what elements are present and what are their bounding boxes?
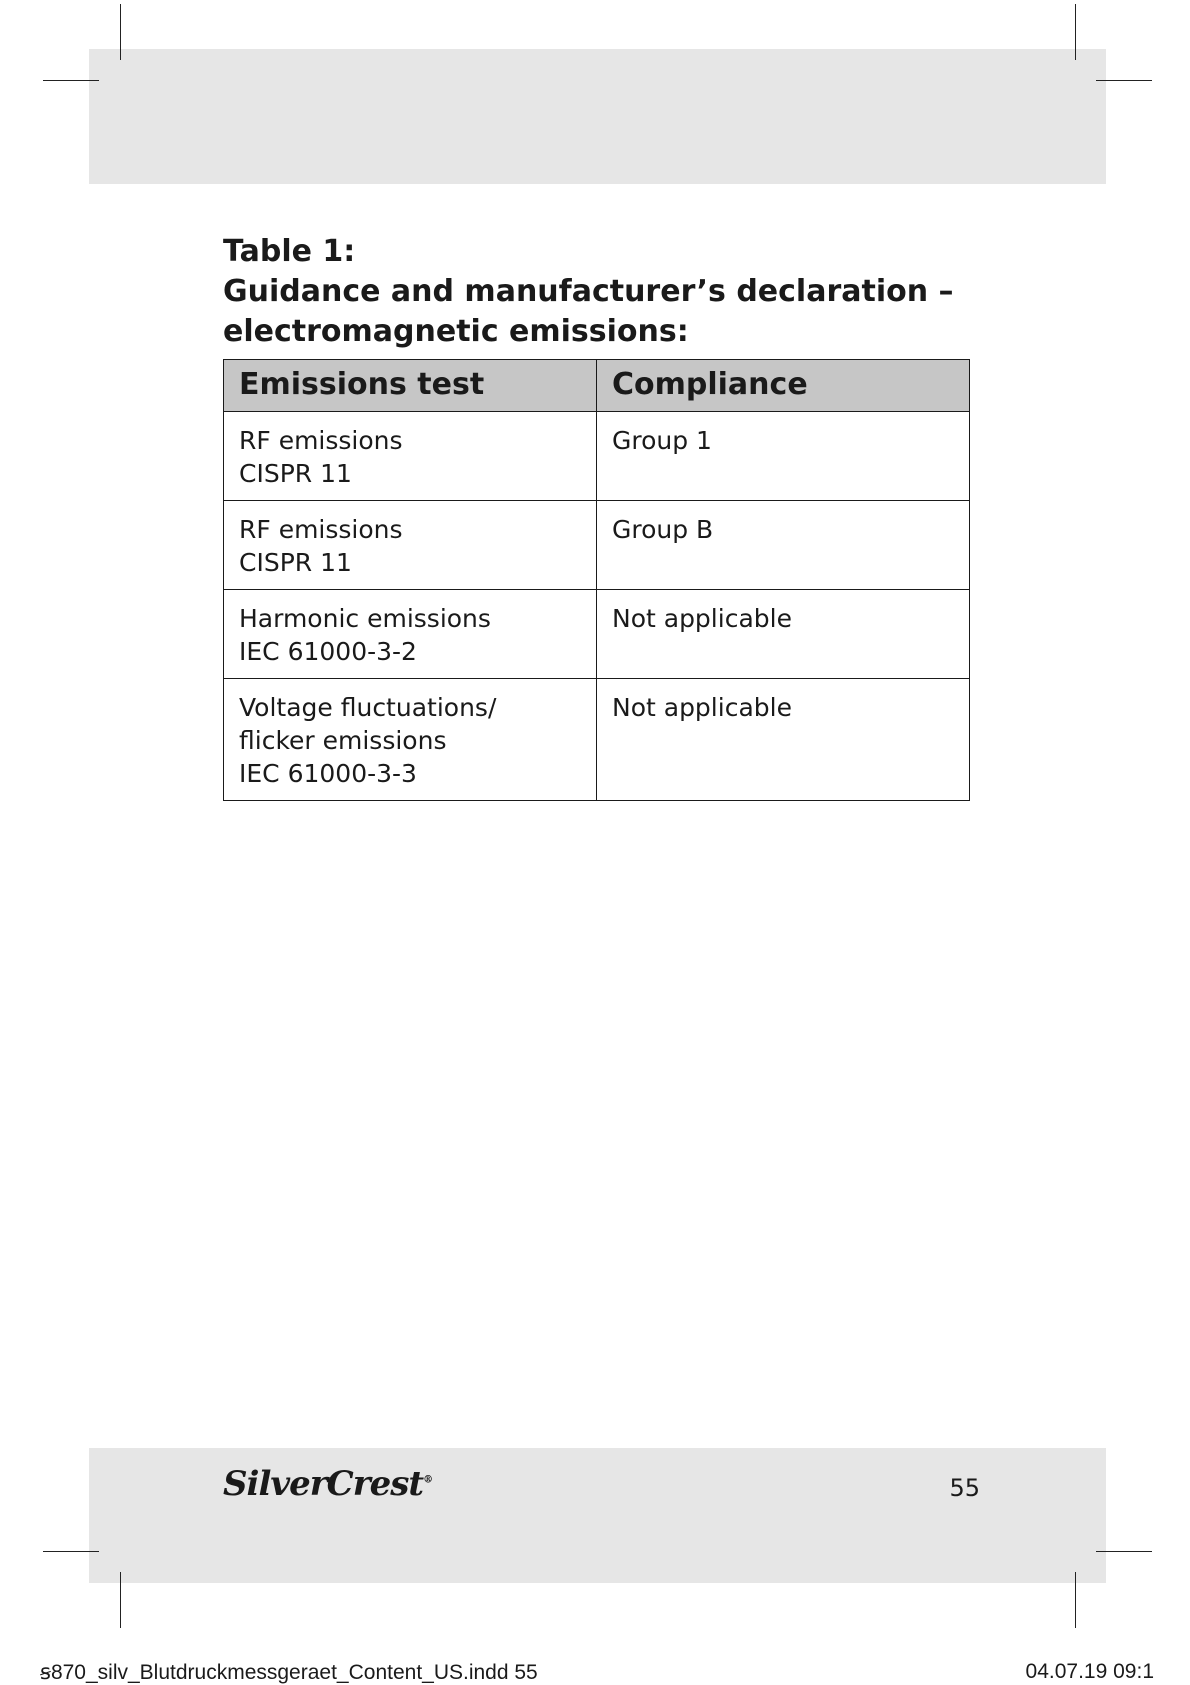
page-number: 55 [949,1474,980,1502]
crop-mark [120,1572,121,1628]
crop-mark [43,1551,99,1552]
registered-mark: ® [423,1474,433,1486]
column-header-compliance: Compliance [597,360,970,412]
crop-mark [1096,1551,1152,1552]
table-row [224,501,970,590]
crop-mark [120,4,121,60]
compliance-cell: Group B [597,501,970,590]
cell-line: RF emissions [239,515,403,544]
cell-line: Harmonic emissions [239,604,491,633]
compliance-cell: Group 1 [597,412,970,501]
column-header-emissions-test: Emissions test [224,360,597,412]
emissions-test-cell [224,590,597,679]
slug-filename: ꞩ870_silv_Blutdruckmessgeraet_Content_US.indd 55 [40,1661,538,1684]
table-row [224,679,970,801]
heading-line: electromagnetic emissions: [223,314,689,349]
table-header-row [224,360,970,412]
brand-logo [223,1464,432,1504]
heading-line: Guidance and manufacturer’s declaration – [223,274,954,309]
crop-mark [1075,1572,1076,1628]
compliance-cell: Not applicable [597,590,970,679]
crop-mark [1075,4,1076,60]
crop-mark [43,80,99,81]
emissions-test-cell [224,412,597,501]
emissions-table [223,359,970,801]
compliance-cell: Not applicable [597,679,970,801]
brand-name: SilverCrest [223,1464,424,1504]
emissions-test-cell [224,501,597,590]
cell-line: IEC 61000-3-3 [239,759,417,788]
cell-line: IEC 61000-3-2 [239,637,417,666]
cell-line: Voltage fluctuations/ [239,693,497,722]
cell-line: CISPR 11 [239,548,352,577]
cell-line: CISPR 11 [239,459,352,488]
slug-datetime: 04.07.19 09:1 [1025,1660,1154,1683]
table-row [224,590,970,679]
cell-line: flicker emissions [239,726,447,755]
crop-mark [1096,80,1152,81]
table-row [224,412,970,501]
table-heading [223,232,983,352]
emissions-test-cell [224,679,597,801]
heading-line: Table 1: [223,234,356,269]
cell-line: RF emissions [239,426,403,455]
header-band [89,49,1106,184]
